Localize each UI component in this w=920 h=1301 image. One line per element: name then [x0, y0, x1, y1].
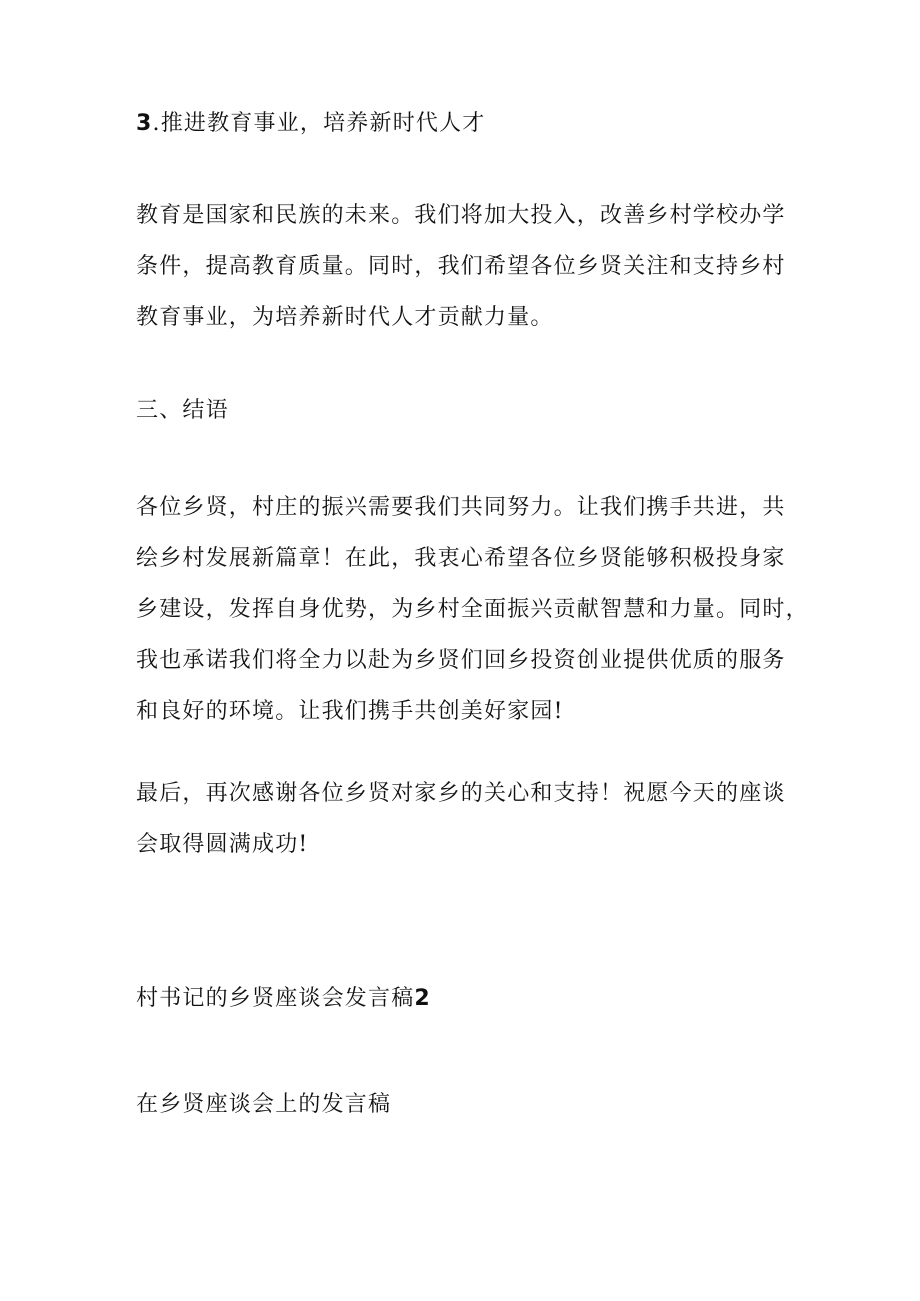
conclusion-paragraph-2 [136, 768, 786, 870]
paragraph-line: 我也承诺我们将全力以赴为乡贤们回乡投资创业提供优质的服务 [136, 648, 786, 673]
paragraph-line: 乡建设，发挥自身优势，为乡村全面振兴贡献智慧和力量。同时， [136, 597, 809, 622]
paragraph-line: 绘乡村发展新篇章！在此，我衷心希望各位乡贤能够积极投身家 [136, 546, 786, 571]
paragraph-line: 最后，再次感谢各位乡贤对家乡的关心和支持！祝愿今天的座谈 [136, 781, 786, 806]
paragraph-line: 教育事业，为培养新时代人才贡献力量。 [136, 305, 554, 330]
document-2-subtitle: 在乡贤座谈会上的发言稿 [136, 1092, 392, 1117]
paragraph-line: 教育是国家和民族的未来。我们将加大投入，改善乡村学校办学 [136, 203, 786, 228]
paragraph-line: 会取得圆满成功! [136, 832, 309, 857]
conclusion-heading: 三、结语 [136, 398, 229, 423]
section-3-paragraph [136, 190, 786, 343]
paragraph-line: 各位乡贤，村庄的振兴需要我们共同努力。让我们携手共进，共 [136, 495, 786, 520]
document-2-title-number: 2 [414, 986, 431, 1011]
section-3-number: 3 [136, 111, 153, 136]
section-3-heading-text: .推进教育事业，培养新时代人才 [152, 111, 486, 136]
paragraph-line: 条件，提高教育质量。同时，我们希望各位乡贤关注和支持乡村 [136, 254, 786, 279]
conclusion-paragraph-1 [136, 482, 809, 737]
document-2-title [136, 973, 431, 1024]
document-2-title-text: 村书记的乡贤座谈会发言稿 [136, 986, 415, 1011]
section-3-heading [136, 98, 486, 149]
paragraph-line: 和良好的环境。让我们携手共创美好家园! [136, 699, 564, 724]
